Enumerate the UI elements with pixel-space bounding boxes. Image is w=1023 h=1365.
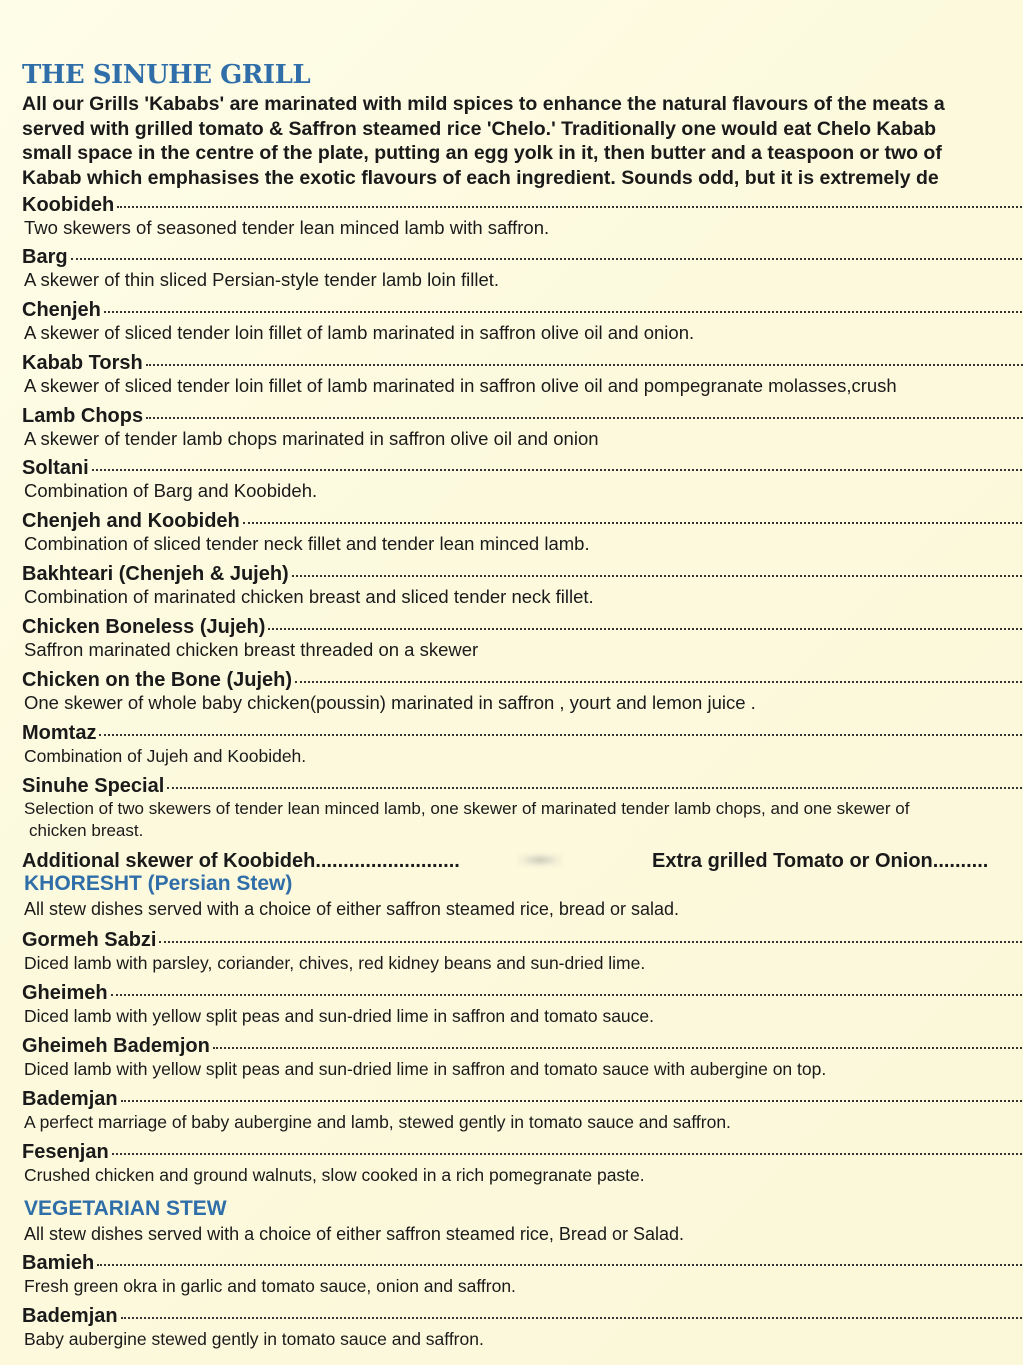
- menu-item-gheimeh: [22, 981, 1023, 1027]
- menu-item-chenjeh: [22, 298, 1023, 344]
- item-description: A skewer of sliced tender loin fillet of lamb marinated in saffron olive oil and onion.: [24, 322, 695, 343]
- khoresht-note: All stew dishes served with a choice of either saffron steamed rice, bread or salad.: [24, 899, 679, 919]
- item-description: Combination of marinated chicken breast and sliced tender neck fillet.: [24, 586, 594, 607]
- item-description: Selection of two skewers of tender lean minced lamb, one skewer of marinated tender lamb chops, and one skewer of: [24, 799, 910, 818]
- item-name: Soltani: [22, 457, 89, 479]
- item-description: Two skewers of seasoned tender lean minced lamb with saffron.: [24, 217, 550, 238]
- item-name: Bademjan: [22, 1305, 118, 1327]
- menu-item-chicken-on-the-bone: [22, 668, 1023, 714]
- item-description: A perfect marriage of baby aubergine and lamb, stewed gently in tomato sauce and saffron.: [24, 1112, 731, 1132]
- item-description: Diced lamb with yellow split peas and sun-dried lime in saffron and tomato sauce with aubergine on top.: [24, 1059, 827, 1079]
- item-description-continued: chicken breast.: [29, 821, 144, 840]
- grill-section-title: THE SINUHE GRILL: [22, 60, 311, 90]
- item-description: Diced lamb with yellow split peas and sun-dried lime in saffron and tomato sauce.: [24, 1006, 654, 1026]
- dot-leader: [292, 575, 1023, 577]
- menu-content: [22, 58, 1023, 1350]
- item-name: Bamieh: [22, 1252, 95, 1274]
- menu-item-bakhteari: [22, 562, 1023, 608]
- dot-leader: [99, 734, 1023, 736]
- dot-leader: [97, 1264, 1023, 1266]
- item-name: Bademjan: [22, 1088, 118, 1110]
- grill-intro: [22, 92, 1023, 190]
- grill-intro-line: small space in the centre of the plate, putting an egg yolk in it, then butter and a teaspoon or two of: [22, 142, 942, 164]
- menu-item-chicken-boneless: [22, 615, 1023, 661]
- dot-leader: [159, 941, 1023, 943]
- dot-leader: [104, 311, 1023, 313]
- dot-leader: [71, 258, 1023, 260]
- dot-leader: [268, 628, 1023, 630]
- dot-leader: [117, 206, 1023, 208]
- menu-item-kabab-torsh: [22, 351, 1023, 397]
- dot-leader: [213, 1047, 1023, 1049]
- item-name: Fesenjan: [22, 1141, 109, 1163]
- item-description: Crushed chicken and ground walnuts, slow cooked in a rich pomegranate paste.: [24, 1165, 645, 1185]
- menu-item-momtaz: [22, 721, 1023, 767]
- item-name: Chicken Boneless (Jujeh): [22, 616, 266, 638]
- dot-leader: [295, 681, 1023, 683]
- item-name: Bakhteari (Chenjeh & Jujeh): [22, 563, 289, 585]
- item-description: A skewer of sliced tender loin fillet of lamb marinated in saffron olive oil and pompegranate molasses,crush: [24, 375, 897, 396]
- grill-intro-line: All our Grills 'Kababs' are marinated with mild spices to enhance the natural flavours of the meats a: [22, 93, 945, 115]
- dot-leader: [121, 1317, 1023, 1319]
- menu-item-gormeh-sabzi: [22, 928, 1023, 974]
- menu-item-bamieh: [22, 1251, 1023, 1297]
- dot-leader: [112, 1153, 1023, 1155]
- dot-leader: [243, 522, 1023, 524]
- dot-leader: [92, 469, 1023, 471]
- item-name: Lamb Chops: [22, 405, 144, 427]
- menu-item-sinuhe-special: [22, 774, 1023, 842]
- item-name: Sinuhe Special: [22, 775, 165, 797]
- item-description: Combination of Jujeh and Koobideh.: [24, 746, 307, 766]
- item-name: Gormeh Sabzi: [22, 929, 157, 951]
- menu-item-bademjan-vegetarian: [22, 1304, 1023, 1350]
- item-name: Koobideh: [22, 194, 115, 216]
- item-description: A skewer of tender lamb chops marinated in saffron olive oil and onion: [24, 428, 599, 449]
- menu-item-chenjeh-and-koobideh: [22, 509, 1023, 555]
- item-name: Chenjeh: [22, 299, 101, 321]
- dot-leader: [167, 787, 1023, 789]
- menu-item-soltani: [22, 456, 1023, 502]
- item-description: Baby aubergine stewed gently in tomato sauce and saffron.: [24, 1329, 484, 1349]
- dot-leader: [146, 364, 1023, 366]
- item-name: Chenjeh and Koobideh: [22, 510, 240, 532]
- item-name: Gheimeh Bademjon: [22, 1035, 210, 1057]
- item-name: Gheimeh: [22, 982, 108, 1004]
- item-name: Barg: [22, 246, 68, 268]
- menu-item-lamb-chops: [22, 404, 1023, 450]
- vegetarian-section-title: VEGETARIAN STEW: [24, 1197, 227, 1220]
- extra-koobideh-skewer: Additional skewer of Koobideh..........................: [22, 850, 460, 872]
- grill-intro-line: served with grilled tomato & Saffron steamed rice 'Chelo.' Traditionally one would eat Chelo Kabab: [22, 117, 937, 140]
- dot-leader: [121, 1100, 1023, 1102]
- menu-item-gheimeh-bademjon: [22, 1034, 1023, 1080]
- vegetarian-note: All stew dishes served with a choice of either saffron steamed rice, Bread or Salad.: [24, 1224, 684, 1244]
- blurred-price: [518, 853, 562, 867]
- item-description: Combination of sliced tender neck fillet and tender lean minced lamb.: [24, 533, 590, 554]
- item-description: Combination of Barg and Koobideh.: [24, 480, 318, 501]
- menu-item-koobideh: [22, 193, 1023, 239]
- menu-item-barg: [22, 245, 1023, 291]
- item-name: Momtaz: [22, 722, 97, 744]
- khoresht-section-title: KHORESHT (Persian Stew): [24, 872, 293, 895]
- item-description: One skewer of whole baby chicken(poussin) marinated in saffron , yourt and lemon juice .: [24, 692, 756, 713]
- dot-leader: [146, 417, 1023, 419]
- item-description: Fresh green okra in garlic and tomato sauce, onion and saffron.: [24, 1276, 516, 1296]
- grill-intro-line: Kabab which emphasises the exotic flavours of each ingredient. Sounds odd, but it is extremely de: [22, 166, 939, 189]
- extra-grilled-tomato-onion: Extra grilled Tomato or Onion..........: [652, 850, 989, 872]
- menu-item-fesenjan: [22, 1140, 1023, 1186]
- item-description: A skewer of thin sliced Persian-style tender lamb loin fillet.: [24, 269, 500, 290]
- item-name: Chicken on the Bone (Jujeh): [22, 669, 293, 691]
- item-name: Kabab Torsh: [22, 352, 143, 374]
- extras-line: [22, 848, 1023, 874]
- menu-item-bademjan: [22, 1087, 1023, 1133]
- dot-leader: [111, 994, 1023, 996]
- item-description: Saffron marinated chicken breast threaded on a skewer: [24, 639, 479, 660]
- item-description: Diced lamb with parsley, coriander, chives, red kidney beans and sun-dried lime.: [24, 953, 646, 973]
